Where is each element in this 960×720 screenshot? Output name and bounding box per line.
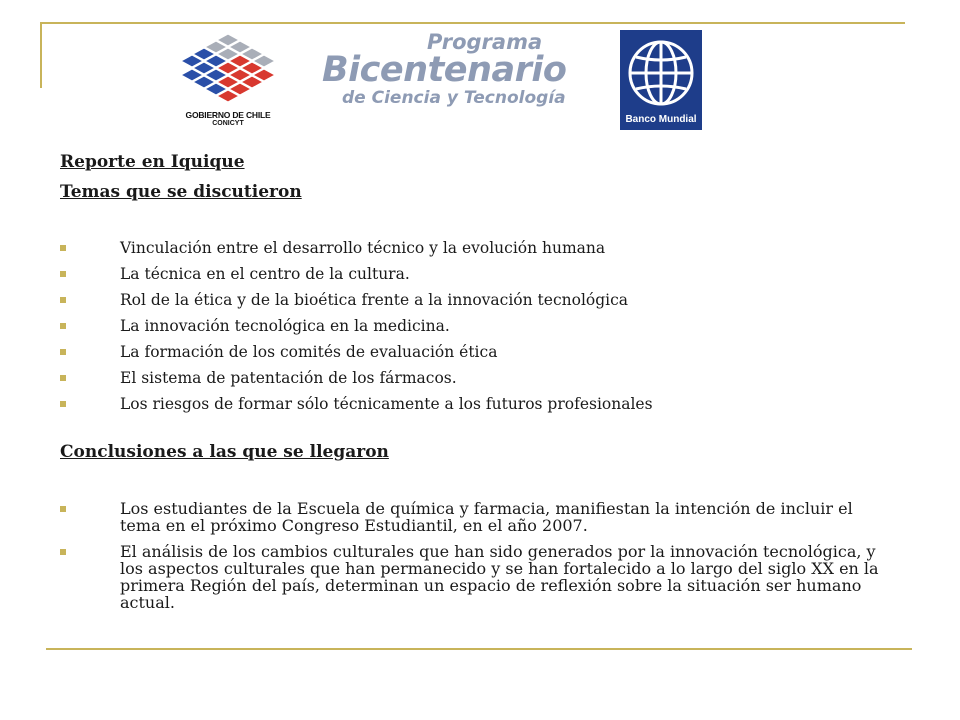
bullet-square-icon	[60, 375, 66, 381]
conclusions-list	[60, 500, 880, 620]
topic-text: Los riesgos de formar sólo técnicamente a los futuros profesionales	[120, 395, 653, 413]
programa-logo-line3: de Ciencia y Tecnología	[342, 88, 566, 108]
topic-item	[60, 342, 760, 368]
topic-item	[60, 238, 760, 264]
banco-mundial-caption: Banco Mundial	[625, 114, 697, 125]
programa-logo-line1: Programa	[427, 30, 543, 54]
conclusion-text: Los estudiantes de la Escuela de química y farmacia, manifiestan la intención de incluir el tema en el próximo Congreso Estudiantil, en el año 2007.	[120, 499, 853, 535]
topic-item	[60, 290, 760, 316]
top-divider	[40, 22, 905, 24]
conclusion-text: El análisis de los cambios culturales que han sido generados por la innovación tecnológica, y los aspectos culturales que han permanecido y se han fortalecido a lo largo del siglo XX en la primera Región del país, determinan un espacio de reflexión sobre la situación ser humano actual.	[120, 542, 879, 612]
banco-mundial-logo	[620, 30, 702, 130]
topic-item	[60, 394, 760, 420]
topic-item	[60, 264, 760, 290]
report-title: Reporte en Iquique	[60, 152, 245, 172]
topic-text: Rol de la ética y de la bioética frente a la innovación tecnológica	[120, 291, 629, 309]
left-divider	[40, 22, 42, 88]
topics-title: Temas que se discutieron	[60, 182, 302, 202]
conclusion-item	[60, 500, 880, 534]
bullet-square-icon	[60, 401, 66, 407]
topic-item	[60, 368, 760, 394]
topic-text: El sistema de patentación de los fármacos.	[120, 369, 457, 387]
topics-list	[60, 238, 760, 420]
globe-icon	[620, 30, 702, 112]
bullet-square-icon	[60, 506, 66, 512]
bullet-square-icon	[60, 323, 66, 329]
gobierno-caption	[172, 110, 284, 127]
gobierno-caption-line1: GOBIERNO DE CHILE	[185, 110, 271, 120]
topic-text: La formación de los comités de evaluación ética	[120, 343, 498, 361]
topic-text: La técnica en el centro de la cultura.	[120, 265, 410, 283]
bottom-divider	[46, 648, 912, 650]
bullet-square-icon	[60, 271, 66, 277]
bullet-square-icon	[60, 297, 66, 303]
topic-text: La innovación tecnológica en la medicina.	[120, 317, 450, 335]
conclusions-title: Conclusiones a las que se llegaron	[60, 442, 389, 462]
bullet-square-icon	[60, 349, 66, 355]
programa-logo-line2: Bicentenario	[322, 50, 567, 90]
bullet-square-icon	[60, 245, 66, 251]
topic-item	[60, 316, 760, 342]
bullet-square-icon	[60, 549, 66, 555]
gobierno-caption-line2: CONICYT	[212, 120, 244, 127]
topic-text: Vinculación entre el desarrollo técnico y la evolución humana	[120, 239, 606, 257]
conclusion-item	[60, 543, 880, 611]
